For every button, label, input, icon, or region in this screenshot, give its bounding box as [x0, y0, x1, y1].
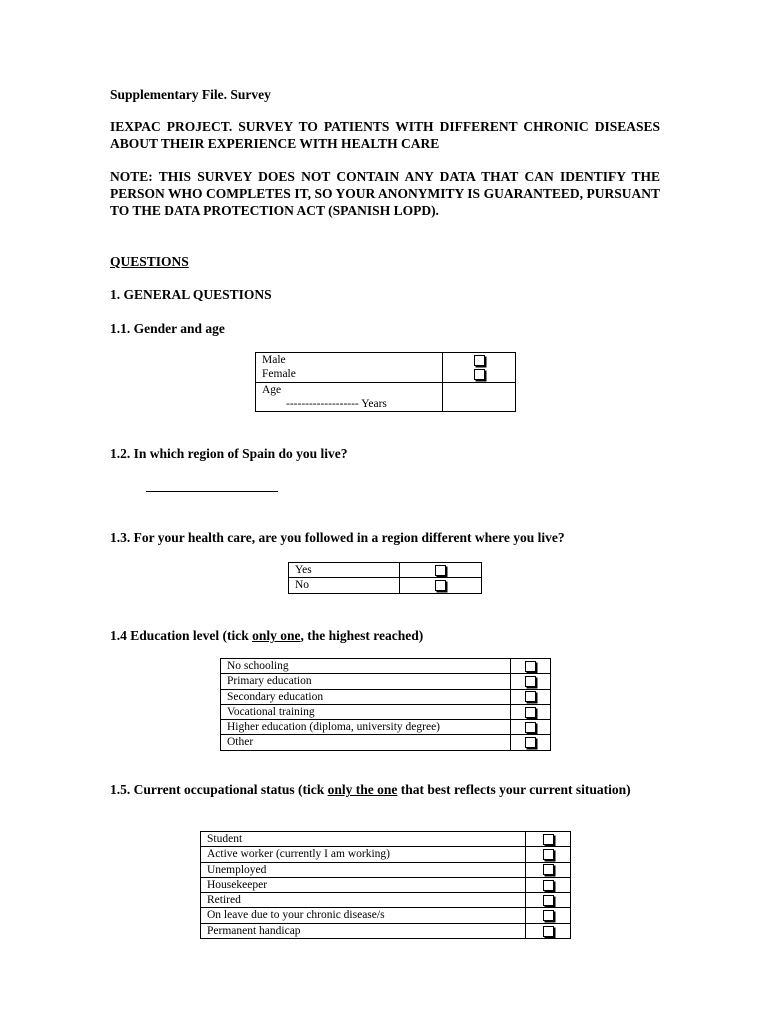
- question-1-1-title: 1.1. Gender and age: [110, 321, 225, 336]
- checkbox-on-leave[interactable]: [543, 910, 554, 921]
- question-1-2-title: 1.2. In which region of Spain do you live?: [110, 446, 348, 461]
- checkbox-vocational-training[interactable]: [525, 707, 536, 718]
- occupation-option: Permanent handicap: [201, 923, 526, 938]
- age-label: Age: [262, 383, 282, 396]
- questions-heading: QUESTIONS: [110, 254, 189, 269]
- gender-checkboxes: [443, 353, 516, 383]
- education-option: Primary education: [221, 674, 511, 689]
- option-no-label: No: [289, 578, 400, 593]
- project-title: IEXPAC PROJECT. SURVEY TO PATIENTS WITH DIFFERENT CHRONIC DISEASES ABOUT THEIR EXPERIENCE WITH HEALTH CARE: [110, 119, 660, 151]
- region-answer-line[interactable]: [146, 491, 278, 492]
- question-1-5-title: 1.5. Current occupational status (tick only the one that best reflects your current situation): [110, 782, 631, 797]
- anonymity-note: NOTE: THIS SURVEY DOES NOT CONTAIN ANY DATA THAT CAN IDENTIFY THE PERSON WHO COMPLETES IT, SO YOUR ANONYMITY IS GUARANTEED, PURSUANT TO THE DATA PROTECTION ACT (SPANISH LOPD).: [110, 169, 660, 218]
- checkbox-no[interactable]: [435, 580, 446, 591]
- checkbox-housekeeper[interactable]: [543, 880, 554, 891]
- occupation-option: Retired: [201, 893, 526, 908]
- option-male-label: Male: [262, 354, 286, 366]
- checkbox-male[interactable]: [474, 355, 485, 366]
- question-1-3-title: 1.3. For your health care, are you followed in a region different where you live?: [110, 530, 565, 545]
- checkbox-female[interactable]: [474, 369, 485, 380]
- emphasis-only-the-one: only the one: [327, 782, 398, 797]
- checkbox-unemployed[interactable]: [543, 864, 554, 875]
- education-option: Secondary education: [221, 689, 511, 704]
- no-box-cell: [400, 578, 482, 593]
- age-years-input[interactable]: ------------------- Years: [286, 397, 387, 410]
- occupation-option: Student: [201, 832, 526, 847]
- supplementary-title: Supplementary File. Survey: [110, 87, 271, 102]
- checkbox-student[interactable]: [543, 834, 554, 845]
- occupation-table: [200, 831, 571, 939]
- checkbox-permanent-handicap[interactable]: [543, 926, 554, 937]
- education-option: Other: [221, 735, 511, 750]
- education-table: [220, 658, 551, 751]
- emphasis-only-one: only one: [252, 628, 301, 643]
- checkbox-higher-education[interactable]: [525, 722, 536, 733]
- different-region-table: [288, 562, 482, 594]
- education-option: No schooling: [221, 659, 511, 674]
- option-female-label: Female: [262, 368, 296, 381]
- yes-box-cell: [400, 563, 482, 578]
- option-yes-label: Yes: [289, 563, 400, 578]
- gender-option-labels: [256, 353, 443, 383]
- checkbox-active-worker[interactable]: [543, 849, 554, 860]
- checkbox-yes[interactable]: [435, 565, 446, 576]
- checkbox-primary-education[interactable]: [525, 676, 536, 687]
- age-empty-cell: [443, 382, 516, 412]
- question-1-4-title: 1.4 Education level (tick only one, the highest reached): [110, 628, 424, 643]
- gender-age-table: [255, 352, 516, 412]
- occupation-option: Housekeeper: [201, 877, 526, 892]
- education-option: Vocational training: [221, 704, 511, 719]
- occupation-option: Active worker (currently I am working): [201, 847, 526, 862]
- checkbox-retired[interactable]: [543, 895, 554, 906]
- checkbox-no-schooling[interactable]: [525, 661, 536, 672]
- checkbox-secondary-education[interactable]: [525, 691, 536, 702]
- occupation-option: On leave due to your chronic disease/s: [201, 908, 526, 923]
- education-option: Higher education (diploma, university degree): [221, 720, 511, 735]
- age-cell: [256, 382, 443, 412]
- checkbox-education-other[interactable]: [525, 737, 536, 748]
- section-1-heading: 1. GENERAL QUESTIONS: [110, 287, 272, 302]
- occupation-option: Unemployed: [201, 862, 526, 877]
